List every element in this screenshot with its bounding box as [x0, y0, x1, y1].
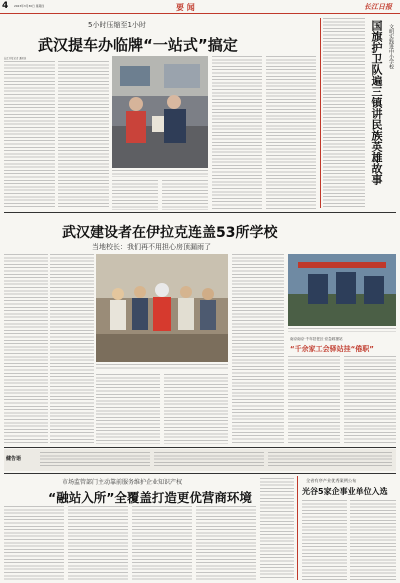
- article2-photo-caption: [96, 364, 228, 370]
- article3-kicker: 南京南京·千年扶老区·应急救援站: [290, 337, 343, 341]
- ad-strip: [4, 449, 396, 471]
- article1-body-col4: [162, 180, 208, 210]
- article4-body-col2: [68, 506, 128, 580]
- article5-body-col1: [302, 500, 347, 580]
- article2-body-col5: [232, 254, 284, 354]
- section-title: 要 闻: [176, 3, 195, 12]
- article1-photo-caption: [112, 170, 208, 177]
- article1-byline: 长江日报记者 通讯员: [4, 57, 27, 60]
- article1-body-col3: [112, 180, 158, 210]
- article3-body-col3: [344, 356, 396, 444]
- article2-body-col4: [164, 374, 228, 444]
- article2-body-col1: [4, 254, 48, 444]
- divider-2: [4, 447, 396, 448]
- article1-kicker: 5小时压缩至1小时: [88, 21, 146, 29]
- article5-headline: 光谷5家企事业单位入选: [302, 487, 388, 496]
- sidebar-body-col1: [323, 18, 365, 208]
- ad-text-1: [40, 452, 150, 468]
- article4-body-col4: [196, 506, 256, 580]
- article5-body-col2: [350, 500, 396, 580]
- right-photo: [288, 254, 396, 326]
- divider-3: [4, 473, 396, 474]
- article4-body-col3: [132, 506, 192, 580]
- sidebar-headline: 国旗护卫队遍三镇讲民族英雄故事: [370, 20, 383, 185]
- article4-kicker: 市场监管部门主动靠前服务维护企业知识产权: [62, 479, 183, 486]
- article2-photo: [96, 254, 228, 362]
- page-number: 4: [2, 1, 9, 11]
- ad-label: 健告语: [6, 456, 22, 462]
- article2-body-col2: [50, 254, 94, 444]
- article5-rule: [297, 476, 298, 580]
- article1-photo: [112, 56, 208, 168]
- sidebar-rule: [320, 18, 321, 208]
- article4-headline: “融站入所”全覆盖打造更优营商环境: [48, 490, 252, 505]
- article5-kicker: 全省有序产业优秀案例公布: [306, 478, 357, 483]
- sidebar-kicker: 文明实践进中小学校: [388, 24, 394, 69]
- header-rule: [0, 13, 400, 14]
- article2-headline: 武汉建设者在伊拉克连盖53所学校: [62, 225, 278, 241]
- ad-text-3: [268, 452, 392, 468]
- article3-body-col1: [232, 356, 284, 444]
- article1-body-col1: [4, 61, 55, 209]
- page-header: [0, 0, 400, 14]
- right-photo-caption: [288, 328, 396, 332]
- article4-body-col1: [4, 506, 64, 580]
- article1-headline: 武汉提车办临牌“一站式”搞定: [38, 36, 238, 54]
- article4-body-col5: [260, 478, 294, 580]
- article2-subhead: 当地校长：我们再不用担心房顶漏雨了: [92, 243, 211, 251]
- article1-body-col6: [266, 56, 316, 210]
- ad-text-2: [154, 452, 264, 468]
- divider-1: [4, 212, 396, 213]
- article3-headline: “千余家工会驿站挂“倦职”: [290, 345, 374, 353]
- article1-body-col2: [58, 61, 109, 209]
- article3-body-col2: [288, 356, 340, 444]
- article2-body-col3: [96, 374, 160, 444]
- date-line: 2023年3月30日 星期四: [14, 4, 45, 8]
- article1-body-col5: [212, 56, 262, 210]
- masthead-logo: 长江日报: [364, 3, 392, 11]
